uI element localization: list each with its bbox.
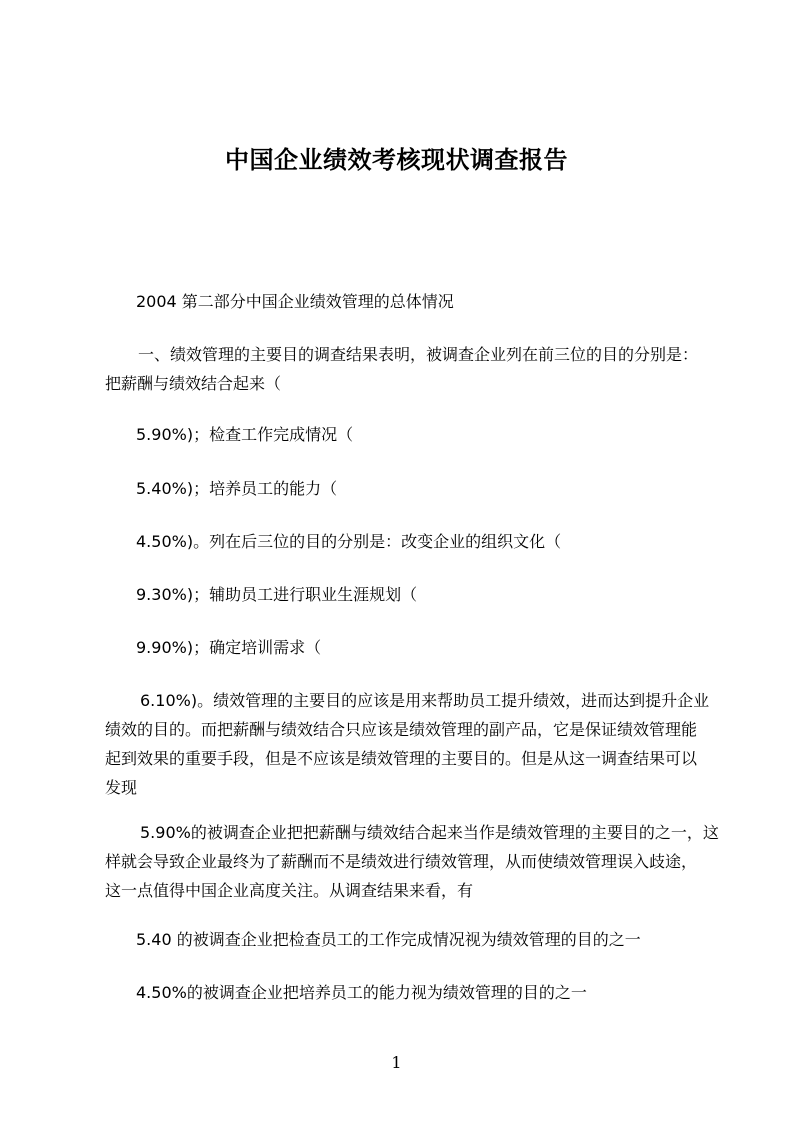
- paragraph-line: 5.90%)；检查工作完成情况（: [136, 425, 354, 444]
- paragraph-11: [136, 978, 587, 1007]
- paragraph-8: [105, 686, 709, 802]
- paragraph-line: 把薪酬与绩效结合起来（: [105, 374, 282, 393]
- paragraph-4: [136, 474, 337, 503]
- page-number: 1: [391, 1053, 402, 1072]
- paragraph-7: [136, 633, 321, 662]
- paragraph-line: 9.30%)；辅助员工进行职业生涯规划（: [136, 585, 418, 604]
- paragraph-10: [136, 925, 641, 954]
- paragraph-line: 发现: [105, 778, 138, 797]
- paragraph-2: [105, 340, 698, 398]
- paragraph-line: 9.90%)；确定培训需求（: [136, 638, 322, 657]
- document-title: 中国企业绩效考核现状调查报告: [225, 146, 568, 174]
- paragraph-line: 5.90%的被调查企业把把薪酬与绩效结合起来当作是绩效管理的主要目的之一，这: [140, 823, 719, 842]
- paragraph-3: [136, 420, 353, 449]
- paragraph-line: 4.50%的被调查企业把培养员工的能力视为绩效管理的目的之一: [136, 983, 587, 1002]
- paragraph-9: [105, 818, 719, 905]
- paragraph-line: 2004 第二部分中国企业绩效管理的总体情况: [136, 292, 454, 311]
- paragraph-line: 一、绩效管理的主要目的调查结果表明，被调查企业列在前三位的目的分别是：: [138, 345, 699, 364]
- paragraph-line: 样就会导致企业最终为了薪酬而不是绩效进行绩效管理，从而使绩效管理误入歧途，: [105, 852, 698, 871]
- paragraph-1: [136, 287, 454, 316]
- paragraph-line: 这一点值得中国企业高度关注。从调查结果来看，有: [105, 881, 474, 900]
- paragraph-5: [136, 527, 561, 556]
- paragraph-line: 6.10%)。绩效管理的主要目的应该是用来帮助员工提升绩效，进而达到提升企业: [140, 691, 710, 710]
- paragraph-6: [136, 580, 417, 609]
- paragraph-line: 4.50%)。列在后三位的目的分别是：改变企业的组织文化（: [136, 532, 562, 551]
- paragraph-line: 5.40 的被调查企业把检查员工的工作完成情况视为绩效管理的目的之一: [136, 930, 641, 949]
- paragraph-line: 绩效的目的。而把薪酬与绩效结合只应该是绩效管理的副产品，它是保证绩效管理能: [105, 720, 698, 739]
- paragraph-line: 起到效果的重要手段，但是不应该是绩效管理的主要目的。但是从这一调查结果可以: [105, 749, 698, 768]
- paragraph-line: 5.40%)；培养员工的能力（: [136, 479, 338, 498]
